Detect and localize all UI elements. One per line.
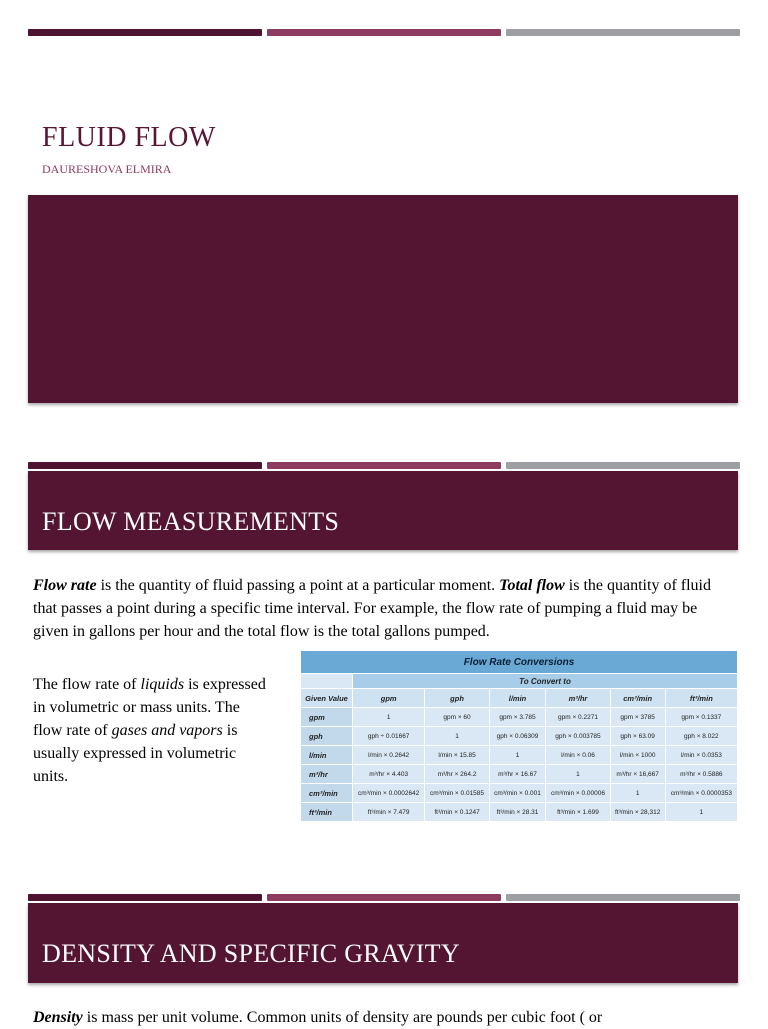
slide3-header	[28, 903, 738, 983]
slide3-title: DENSITY AND SPECIFIC GRAVITY	[42, 939, 460, 968]
column-header: l/min	[489, 689, 546, 708]
slide2-header	[28, 471, 738, 550]
term-density: Density	[33, 1009, 83, 1026]
table-cell: m³/hr × 16,667	[610, 765, 665, 784]
decorative-bars-slide2	[28, 462, 740, 469]
bar-dark	[28, 462, 262, 469]
table-cell: gph × 8.022	[665, 727, 737, 746]
row-header: gpm	[301, 708, 353, 727]
table-cell: gph ÷ 0.01667	[353, 727, 425, 746]
flow-rate-conversions-table	[300, 650, 738, 822]
column-header: m³/hr	[546, 689, 610, 708]
table-cell: gph × 63.09	[610, 727, 665, 746]
table-cell: gpm × 3785	[610, 708, 665, 727]
table-cell: 1	[665, 803, 737, 822]
table-cell: l/min × 1000	[610, 746, 665, 765]
table-cell: cm³/min × 0.001	[489, 784, 546, 803]
table-cell: l/min × 0.06	[546, 746, 610, 765]
term-total-flow: Total flow	[499, 577, 565, 594]
column-header: cm³/min	[610, 689, 665, 708]
table-cell: m³/hr × 0.5886	[665, 765, 737, 784]
bar-gray	[506, 894, 740, 901]
table-cell: ft³/min × 0.1247	[425, 803, 489, 822]
slide1-banner	[28, 195, 738, 403]
table-cell: 1	[610, 784, 665, 803]
table-cell: ft³/min × 7.479	[353, 803, 425, 822]
bar-mid	[267, 894, 501, 901]
para1-text1: is the quantity of fluid passing a point at a particular moment.	[96, 577, 500, 594]
row-header: gph	[301, 727, 353, 746]
table-title: Flow Rate Conversions	[301, 651, 738, 674]
table-cell: m³/hr × 264.2	[425, 765, 489, 784]
bar-gray	[506, 29, 740, 36]
row-header: m³/hr	[301, 765, 353, 784]
table-cell: m³/hr × 4.403	[353, 765, 425, 784]
table-corner	[301, 674, 353, 689]
table-cell: ft³/min × 28.31	[489, 803, 546, 822]
table-cell: gpm × 3.785	[489, 708, 546, 727]
table-cell: m³/hr × 16.67	[489, 765, 546, 784]
table-cell: l/min × 0.0353	[665, 746, 737, 765]
table-cell: gph × 0.003785	[546, 727, 610, 746]
table-cell: gph × 0.06309	[489, 727, 546, 746]
slide1-title: FLUID FLOW	[42, 122, 216, 153]
para2-text2: is expressed in volumetric or mass units. The flow rate of	[33, 676, 266, 739]
table-cell: gpm × 60	[425, 708, 489, 727]
para2-text1: The flow rate of	[33, 676, 141, 693]
row-header: cm³/min	[301, 784, 353, 803]
table-cell: ft³/min × 28,312	[610, 803, 665, 822]
slide2-title: FLOW MEASUREMENTS	[42, 507, 340, 536]
decorative-bars-slide1	[28, 29, 740, 36]
para2-text3: is usually expressed in volumetric units.	[33, 722, 238, 785]
decorative-bars-slide3	[28, 894, 740, 901]
table-cell: cm³/min × 0.0002642	[353, 784, 425, 803]
density-text: is mass per unit volume. Common units of density are pounds per cubic foot ( or	[82, 1009, 603, 1026]
term-gases-vapors: gases and vapors	[111, 722, 223, 739]
table-cell: cm³/min × 0.00006	[546, 784, 610, 803]
bar-dark	[28, 29, 262, 36]
column-header: ft³/min	[665, 689, 737, 708]
table-cell: 1	[353, 708, 425, 727]
column-header: gph	[425, 689, 489, 708]
bar-gray	[506, 462, 740, 469]
flow-rate-units-paragraph	[33, 673, 273, 788]
slide1-author: DAURESHOVA ELMIRA	[42, 162, 172, 176]
bar-dark	[28, 894, 262, 901]
column-header: gpm	[353, 689, 425, 708]
table-cell: 1	[425, 727, 489, 746]
bar-mid	[267, 29, 501, 36]
table-cell: l/min × 15.85	[425, 746, 489, 765]
table-cell: cm³/min × 0.01585	[425, 784, 489, 803]
table-row	[301, 727, 738, 746]
para1-text2: is the quantity of fluid that passes a point during a specific time interval. For example, the flow rate of pumping a fluid may be given in gallons per hour and the total flow is the total gallons pumped.	[33, 577, 711, 640]
table-cell: gpm × 0.2271	[546, 708, 610, 727]
table-row	[301, 803, 738, 822]
term-liquids: liquids	[140, 676, 185, 693]
bar-mid	[267, 462, 501, 469]
table-cell: gpm × 0.1337	[665, 708, 737, 727]
table-cell: cm³/min × 0.0000353	[665, 784, 737, 803]
table-cell: l/min × 0.2642	[353, 746, 425, 765]
flow-rate-paragraph	[33, 574, 733, 643]
table-row	[301, 746, 738, 765]
term-flow-rate: Flow rate	[33, 577, 97, 594]
table-cell: 1	[546, 765, 610, 784]
table-row	[301, 765, 738, 784]
table-subtitle: To Convert to	[353, 674, 738, 689]
given-value-header: Given Value	[301, 689, 353, 708]
table-cell: ft³/min × 1.699	[546, 803, 610, 822]
density-paragraph	[33, 1006, 733, 1029]
table-row	[301, 708, 738, 727]
row-header: ft³/min	[301, 803, 353, 822]
table-row	[301, 784, 738, 803]
row-header: l/min	[301, 746, 353, 765]
table-cell: 1	[489, 746, 546, 765]
